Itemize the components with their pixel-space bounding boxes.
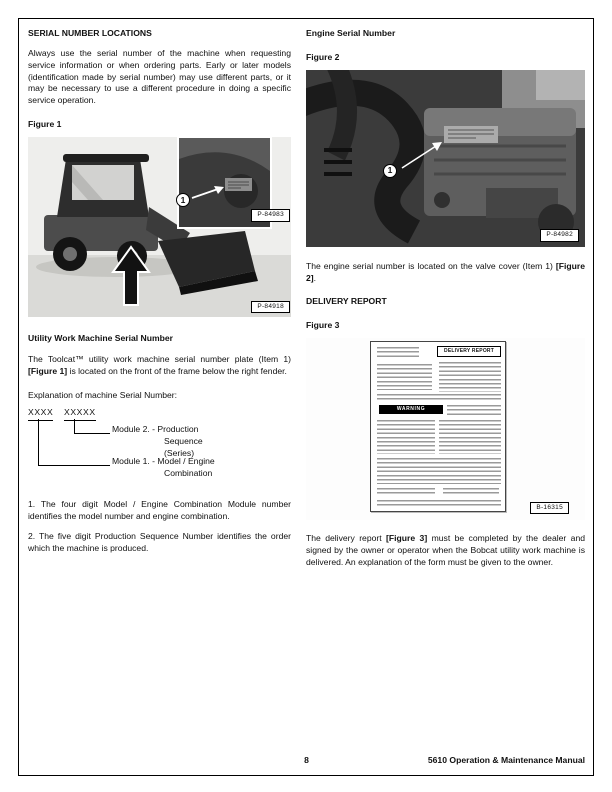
machine-serial-figure-ref: [Figure 1]	[28, 365, 68, 376]
text-line-block	[447, 405, 501, 416]
tree-connector-module1	[38, 419, 110, 466]
figure3-document	[306, 338, 585, 520]
engine-serial-text-post: .	[313, 272, 317, 283]
engine-serial-paragraph	[306, 261, 585, 285]
text-line-block	[377, 394, 501, 402]
figure2-callout-1: 1	[383, 164, 397, 178]
heading-engine-serial-number: Engine Serial Number	[306, 28, 396, 38]
text-line-block	[377, 420, 435, 454]
serial-explanation-label: Explanation of machine Serial Number:	[28, 389, 178, 400]
text-line-block	[377, 500, 501, 506]
delivery-report-text-pre: The delivery report	[306, 533, 387, 544]
module1-label: Module 1. - Model / Engine Combination	[112, 456, 215, 479]
manual-title: 5610 Operation & Maintenance Manual	[427, 755, 585, 765]
warning-badge: WARNING	[379, 405, 443, 414]
machine-photo-illustration	[28, 137, 291, 317]
text-line-block	[443, 488, 499, 496]
figure3-photo-tag: B-16315	[530, 502, 569, 515]
delivery-report-paragraph	[306, 533, 585, 569]
figure2-photo-tag: P-84982	[540, 229, 579, 242]
page-content	[28, 28, 585, 581]
text-line-block	[439, 362, 501, 392]
figure3-label: Figure 3	[306, 320, 340, 331]
heading-delivery-report: DELIVERY REPORT	[306, 296, 387, 307]
figure2-label: Figure 2	[306, 51, 340, 62]
module2-label: Module 2. - Production Sequence (Series)	[112, 424, 203, 459]
engine-serial-text-pre: The engine serial number is located on the valve cover (Item 1)	[306, 260, 556, 271]
text-line-block	[377, 488, 435, 496]
delivery-report-figure-ref: [Figure 3]	[386, 533, 428, 544]
figure1-photo	[28, 137, 291, 317]
serial-note-2: 2. The five digit Production Sequence Number identifies the order which the machine is produced.	[28, 531, 291, 554]
serial-note-1: 1. The four digit Model / Engine Combination Module number identifies the model number and engine combination.	[28, 499, 291, 522]
right-column	[306, 28, 585, 581]
text-line-block	[377, 347, 419, 359]
engine-photo-illustration	[306, 70, 585, 247]
section-heading-serial-number-locations: SERIAL NUMBER LOCATIONS	[28, 28, 152, 38]
delivery-report-document	[370, 341, 506, 512]
machine-serial-paragraph	[28, 354, 291, 378]
text-line-block	[439, 420, 501, 454]
figure1-photo-tag-inset: P-84983	[251, 209, 290, 222]
serial-digits-module2: XXXXX	[64, 407, 96, 421]
figure1-callout-1: 1	[176, 193, 190, 207]
left-column	[28, 28, 291, 581]
page-footer	[28, 755, 585, 769]
text-line-block	[377, 364, 432, 390]
machine-serial-text-pre: The Toolcat™ utility work machine serial number plate (Item 1)	[28, 353, 291, 364]
text-line-block	[377, 458, 501, 484]
serial-digits-module1: XXXX	[28, 407, 53, 421]
serial-number-diagram	[28, 407, 291, 487]
subheading-machine-serial-number: Utility Work Machine Serial Number	[28, 333, 174, 344]
figure1-label: Figure 1	[28, 119, 62, 130]
engine-serial-figure-ref: [Figure 2]	[306, 260, 585, 283]
delivery-report-text-post: must be completed by the dealer and signed by the owner or operator when the Bobcat utility work machine is delivered. An explanation of the form must be given to the owner.	[306, 533, 585, 567]
delivery-report-doc-title: DELIVERY REPORT	[437, 346, 501, 357]
figure2-photo	[306, 70, 585, 247]
machine-serial-text-post: is located on the front of the frame below the right fender.	[67, 365, 287, 376]
intro-paragraph: Always use the serial number of the machine when requesting service information or when ordering parts. Early or later models (identification made by serial number) may use different parts, or it may be necessary to use a different procedure in doing a specific service operation.	[28, 47, 291, 106]
page-number: 8	[304, 755, 309, 765]
figure1-photo-tag-main: P-84918	[251, 301, 290, 314]
